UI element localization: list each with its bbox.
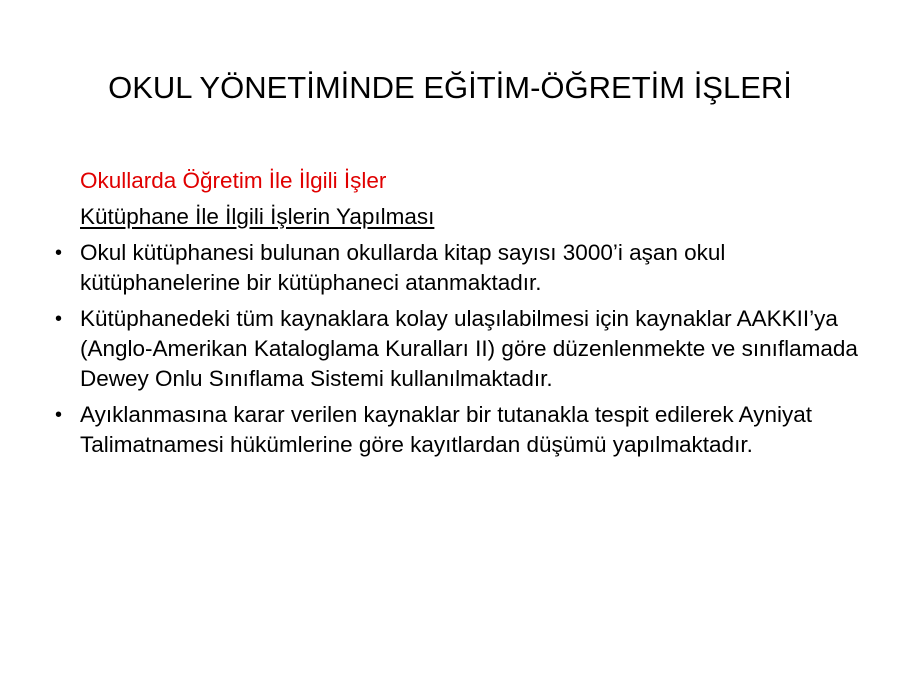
bullet-item <box>52 238 860 298</box>
bullet-list <box>52 238 860 460</box>
section-heading: Kütüphane İle İlgili İşlerin Yapılması <box>80 204 435 229</box>
bullet-item <box>52 304 860 394</box>
bullet-text: Ayıklanmasına karar verilen kaynaklar bir tutanakla tespit edilerek Ayniyat Talimatnamesi hükümlerine göre kayıtlardan düşümü yapılmaktadır. <box>80 402 813 457</box>
bullet-text: Kütüphanedeki tüm kaynaklara kolay ulaşılabilmesi için kaynaklar AAKKII’ya (Anglo-Amerikan Kataloglama Kuralları II) göre düzenlenmekte ve sınıflamada Dewey Onlu Sınıflama Sistemi kullanılmaktadır. <box>80 306 858 391</box>
subheading: Okullarda Öğretim İle İlgili İşler <box>80 168 387 193</box>
bullet-icon: • <box>55 404 63 426</box>
bullet-item <box>52 400 860 460</box>
slide-title: OKUL YÖNETİMİNDE EĞİTİM-ÖĞRETİM İŞLERİ <box>108 70 792 105</box>
bullet-icon: • <box>55 308 63 330</box>
slide-content <box>52 166 860 466</box>
bullet-text: Okul kütüphanesi bulunan okullarda kitap sayısı 3000’i aşan okul kütüphanelerine bir kütüphaneci atanmaktadır. <box>80 240 726 295</box>
bullet-icon: • <box>55 242 63 264</box>
